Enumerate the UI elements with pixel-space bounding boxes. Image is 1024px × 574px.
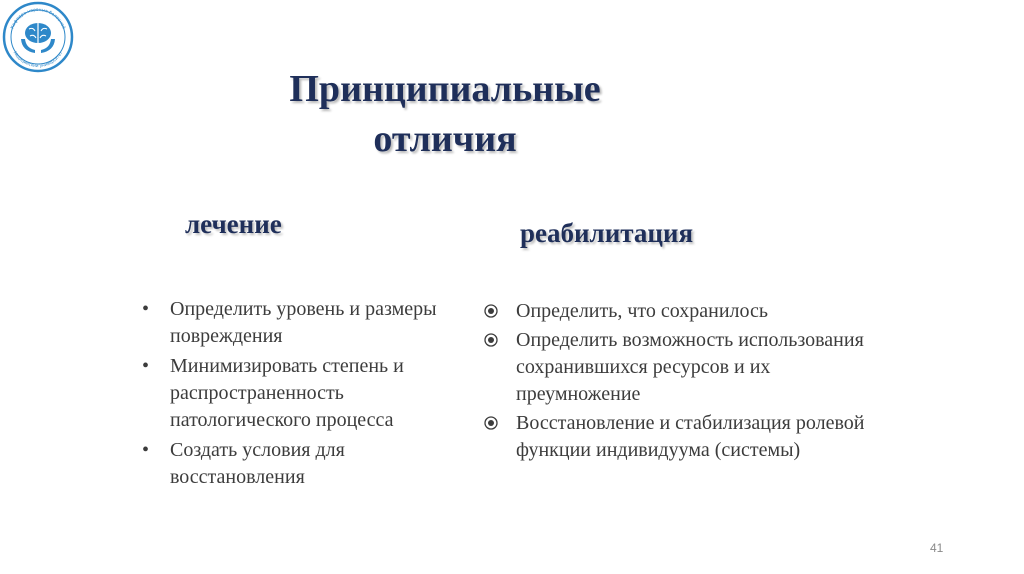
dot-bullet-icon: • xyxy=(142,439,150,461)
treatment-heading: лечение xyxy=(185,209,282,239)
treatment-list xyxy=(140,296,470,494)
list-item-text: Определить, что сохранилось xyxy=(516,300,769,322)
list-item xyxy=(484,327,884,408)
logo-ring-text-top: Кафедра нервных болезней xyxy=(10,7,66,30)
list-item xyxy=(484,410,884,464)
logo-emblem-icon xyxy=(2,1,74,73)
dot-bullet-icon: • xyxy=(142,355,150,377)
list-item xyxy=(140,437,470,491)
circled-dot-bullet-icon xyxy=(484,304,498,318)
brain-icon xyxy=(25,23,51,43)
slide-title-line-1: Принципиальные xyxy=(289,68,601,110)
list-item-text: Восстановление и стабилизация ролевой функции индивидуума (системы) xyxy=(516,412,865,461)
circled-dot-bullet-icon xyxy=(484,416,498,430)
logo-ring-text-bottom: Медицинский университет xyxy=(12,50,64,69)
list-item xyxy=(140,353,470,434)
dot-bullet-icon: • xyxy=(142,298,150,320)
rehabilitation-list xyxy=(484,298,884,466)
slide-title-line-2: отличия xyxy=(373,118,517,160)
list-item xyxy=(484,298,884,325)
list-item-text: Определить возможность использования сохранившихся ресурсов и их преумножение xyxy=(516,329,864,405)
list-item-text: Определить уровень и размеры повреждения xyxy=(170,298,437,347)
circled-dot-bullet-icon xyxy=(484,333,498,347)
rehabilitation-heading: реабилитация xyxy=(520,218,694,248)
slide-title xyxy=(200,64,690,164)
list-item-text: Минимизировать степень и распространенность патологического процесса xyxy=(170,355,404,431)
page-number: 41 xyxy=(930,541,944,555)
list-item-text: Создать условия для восстановления xyxy=(170,439,345,488)
list-item xyxy=(140,296,470,350)
